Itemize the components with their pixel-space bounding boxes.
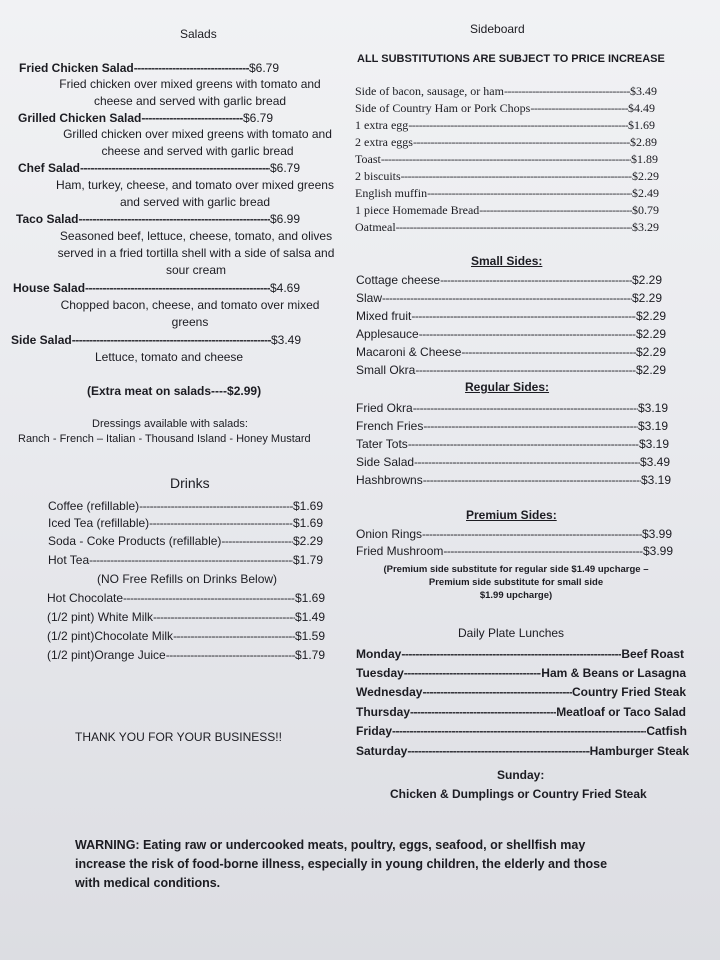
sunday-label: Sunday: bbox=[497, 768, 545, 782]
sideboard-name: 2 extra eggs bbox=[355, 135, 413, 149]
warning-line: increase the risk of food-borne illness, especially in young children, the elderly and those bbox=[75, 857, 608, 871]
plate-lunch-row bbox=[356, 724, 687, 738]
side-name: Fried Okra bbox=[356, 401, 413, 415]
salad-name: House Salad bbox=[13, 281, 86, 295]
extra-meat-note: (Extra meat on salads----$2.99) bbox=[87, 384, 262, 398]
day-name: Monday bbox=[356, 647, 402, 661]
salads-heading: Salads bbox=[180, 27, 217, 41]
drink-name: Coffee (refillable) bbox=[48, 499, 140, 513]
drink-name: Hot Tea bbox=[48, 553, 90, 567]
salad-name: Side Salad bbox=[11, 333, 72, 347]
day-dish: Beef Roast bbox=[621, 647, 684, 661]
sideboard-item bbox=[355, 220, 659, 234]
small-side-item bbox=[356, 309, 666, 323]
side-price: $2.29 bbox=[635, 309, 666, 323]
salad-price: $6.99 bbox=[269, 212, 300, 226]
side-price: $2.29 bbox=[631, 273, 662, 287]
side-name: Applesauce bbox=[356, 327, 419, 341]
salad-description: Chopped bacon, cheese, and tomato over mixed greens bbox=[60, 298, 320, 329]
regular-sides-heading: Regular Sides: bbox=[465, 380, 550, 394]
premium-note-line: (Premium side substitute for regular side $1.49 upcharge – bbox=[383, 564, 649, 575]
side-name: Slaw bbox=[356, 291, 383, 305]
substitutions-note: ALL SUBSTITUTIONS ARE SUBJECT TO PRICE INCREASE bbox=[357, 53, 665, 65]
salad-item-side bbox=[11, 333, 301, 347]
day-dish: Country Fried Steak bbox=[571, 685, 686, 699]
drink-item bbox=[47, 610, 325, 624]
plate-lunch-row bbox=[356, 744, 689, 758]
regular-side-item bbox=[356, 455, 670, 469]
sideboard-name: Oatmeal bbox=[355, 220, 396, 234]
drink-price: $1.69 bbox=[292, 516, 323, 530]
side-price: $3.19 bbox=[637, 401, 668, 415]
day-name: Thursday bbox=[356, 705, 411, 719]
side-name: Cottage cheese bbox=[356, 273, 441, 287]
small-side-item bbox=[356, 291, 662, 305]
small-side-item bbox=[356, 363, 666, 377]
side-name: Macaroni & Cheese bbox=[356, 345, 462, 359]
side-price: $3.19 bbox=[640, 473, 671, 487]
sideboard-price: $2.49 bbox=[632, 186, 659, 200]
drink-name: (1/2 pint) White Milk bbox=[47, 610, 154, 624]
dressings-list: Ranch - French – Italian - Thousand Island - Honey Mustard bbox=[18, 433, 311, 445]
salad-description: Grilled chicken over mixed greens with tomato and cheese and served with garlic bread bbox=[63, 127, 332, 158]
drink-price: $1.49 bbox=[294, 610, 325, 624]
warning-line: with medical conditions. bbox=[75, 876, 221, 890]
side-name: Small Okra bbox=[356, 363, 416, 377]
regular-side-item bbox=[356, 419, 668, 433]
sideboard-price: $3.49 bbox=[630, 84, 657, 98]
sideboard-name: 2 biscuits bbox=[355, 169, 401, 183]
drink-item bbox=[48, 534, 323, 548]
plate-lunch-row bbox=[356, 685, 686, 699]
side-name: Tater Tots bbox=[356, 437, 408, 451]
small-side-item bbox=[356, 273, 662, 287]
sideboard-item bbox=[355, 203, 659, 217]
plate-lunch-row bbox=[356, 666, 686, 680]
drink-price: $1.59 bbox=[294, 629, 325, 643]
sideboard-heading: Sideboard bbox=[470, 22, 525, 36]
drink-name: (1/2 pint)Chocolate Milk bbox=[47, 629, 174, 643]
sideboard-name: 1 piece Homemade Bread bbox=[355, 203, 480, 217]
drink-item bbox=[48, 553, 323, 567]
premium-side-item bbox=[356, 544, 673, 558]
side-name: Mixed fruit bbox=[356, 309, 412, 323]
regular-side-item bbox=[356, 401, 668, 415]
day-dish: Catfish bbox=[646, 724, 687, 738]
side-name: Side Salad bbox=[356, 455, 415, 469]
side-price: $3.19 bbox=[637, 419, 668, 433]
salad-description: Fried chicken over mixed greens with tomato and cheese and served with garlic bread bbox=[59, 77, 321, 108]
sideboard-item bbox=[355, 101, 655, 115]
plate-lunches-heading: Daily Plate Lunches bbox=[458, 626, 565, 640]
sideboard-price: $3.29 bbox=[632, 220, 659, 234]
sunday-dish: Chicken & Dumplings or Country Fried Steak bbox=[390, 787, 647, 801]
premium-side-item bbox=[356, 527, 672, 541]
day-dish: Hamburger Steak bbox=[589, 744, 689, 758]
drink-price: $2.29 bbox=[292, 534, 323, 548]
salad-item-fried-chicken bbox=[19, 61, 279, 75]
day-name: Friday bbox=[356, 724, 393, 738]
drink-item bbox=[47, 629, 325, 643]
no-refills-note: (NO Free Refills on Drinks Below) bbox=[97, 572, 278, 586]
sideboard-name: Side of bacon, sausage, or ham bbox=[355, 84, 504, 98]
dressings-title: Dressings available with salads: bbox=[92, 418, 248, 430]
sideboard-name: Side of Country Ham or Pork Chops bbox=[355, 101, 531, 115]
side-name: French Fries bbox=[356, 419, 424, 433]
premium-note-line: Premium side substitute for small side bbox=[428, 577, 604, 588]
day-dish: Meatloaf or Taco Salad bbox=[556, 705, 686, 719]
side-price: $2.29 bbox=[635, 363, 666, 377]
side-price: $3.99 bbox=[642, 544, 673, 558]
small-side-item bbox=[356, 327, 666, 341]
salad-description: Ham, turkey, cheese, and tomato over mixed greens and served with garlic bread bbox=[56, 178, 334, 209]
drink-item bbox=[47, 591, 325, 605]
drink-price: $1.69 bbox=[292, 499, 323, 513]
salad-item-grilled-chicken bbox=[18, 111, 273, 125]
regular-side-item bbox=[356, 473, 671, 487]
sideboard-name: Toast bbox=[355, 152, 381, 166]
plate-lunch-row bbox=[356, 647, 684, 661]
salad-item-taco bbox=[16, 212, 300, 226]
salad-item-chef bbox=[18, 161, 300, 175]
side-price: $2.29 bbox=[635, 345, 666, 359]
drink-price: $1.79 bbox=[294, 648, 325, 662]
sideboard-name: 1 extra egg bbox=[355, 118, 409, 132]
drink-name: Hot Chocolate bbox=[47, 591, 124, 605]
drink-item bbox=[48, 499, 323, 513]
salad-price: $3.49 bbox=[270, 333, 301, 347]
sideboard-item bbox=[355, 135, 657, 149]
side-name: Onion Rings bbox=[356, 527, 423, 541]
drink-item bbox=[48, 516, 323, 530]
drink-price: $1.69 bbox=[294, 591, 325, 605]
small-sides-heading: Small Sides: bbox=[471, 254, 543, 268]
drink-price: $1.79 bbox=[292, 553, 323, 567]
salad-name: Fried Chicken Salad bbox=[19, 61, 134, 75]
regular-side-item bbox=[356, 437, 669, 451]
sideboard-price: $0.79 bbox=[632, 203, 659, 217]
premium-sides-heading: Premium Sides: bbox=[466, 508, 557, 522]
salad-price: $4.69 bbox=[269, 281, 300, 295]
sideboard-price: $4.49 bbox=[628, 101, 655, 115]
food-safety-warning bbox=[75, 836, 607, 893]
salad-price: $6.79 bbox=[269, 161, 300, 175]
side-price: $2.29 bbox=[631, 291, 662, 305]
side-price: $2.29 bbox=[635, 327, 666, 341]
drink-name: Iced Tea (refillable) bbox=[48, 516, 150, 530]
day-name: Saturday bbox=[356, 744, 408, 758]
salad-price: $6.79 bbox=[248, 61, 279, 75]
sideboard-item bbox=[355, 186, 659, 200]
sideboard-item bbox=[355, 118, 655, 132]
sideboard-price: $1.69 bbox=[628, 118, 655, 132]
side-name: Fried Mushroom bbox=[356, 544, 444, 558]
salad-name: Grilled Chicken Salad bbox=[18, 111, 142, 125]
side-name: Hashbrowns bbox=[356, 473, 423, 487]
side-price: $3.49 bbox=[639, 455, 670, 469]
salad-name: Taco Salad bbox=[16, 212, 79, 226]
thank-you-message: THANK YOU FOR YOUR BUSINESS!! bbox=[75, 730, 282, 744]
sideboard-item bbox=[355, 169, 659, 183]
side-price: $3.19 bbox=[638, 437, 669, 451]
side-price: $3.99 bbox=[641, 527, 672, 541]
salad-item-house bbox=[13, 281, 300, 295]
plate-lunch-row bbox=[356, 705, 686, 719]
warning-line: WARNING: Eating raw or undercooked meats, poultry, eggs, seafood, or shellfish may bbox=[75, 838, 586, 852]
salad-price: $6.79 bbox=[242, 111, 273, 125]
day-name: Wednesday bbox=[356, 685, 423, 699]
salad-description: Seasoned beef, lettuce, cheese, tomato, and olives served in a fried tortilla shell with a side of salsa and sour cream bbox=[57, 229, 335, 277]
sideboard-item bbox=[355, 152, 658, 166]
day-name: Tuesday bbox=[356, 666, 404, 680]
salad-name: Chef Salad bbox=[18, 161, 81, 175]
sideboard-name: English muffin bbox=[355, 186, 428, 200]
drinks-heading: Drinks bbox=[170, 475, 210, 491]
small-side-item bbox=[356, 345, 666, 359]
sideboard-price: $2.29 bbox=[632, 169, 659, 183]
drink-name: (1/2 pint)Orange Juice bbox=[47, 648, 166, 662]
drink-name: Soda - Coke Products (refillable) bbox=[48, 534, 222, 548]
premium-note bbox=[356, 563, 676, 602]
premium-note-line: $1.99 upcharge) bbox=[479, 590, 553, 601]
sideboard-item bbox=[355, 84, 657, 98]
day-dish: Ham & Beans or Lasagna bbox=[541, 666, 686, 680]
drink-item bbox=[47, 648, 325, 662]
salad-description: Lettuce, tomato and cheese bbox=[95, 350, 244, 364]
sideboard-price: $1.89 bbox=[631, 152, 658, 166]
sideboard-price: $2.89 bbox=[630, 135, 657, 149]
